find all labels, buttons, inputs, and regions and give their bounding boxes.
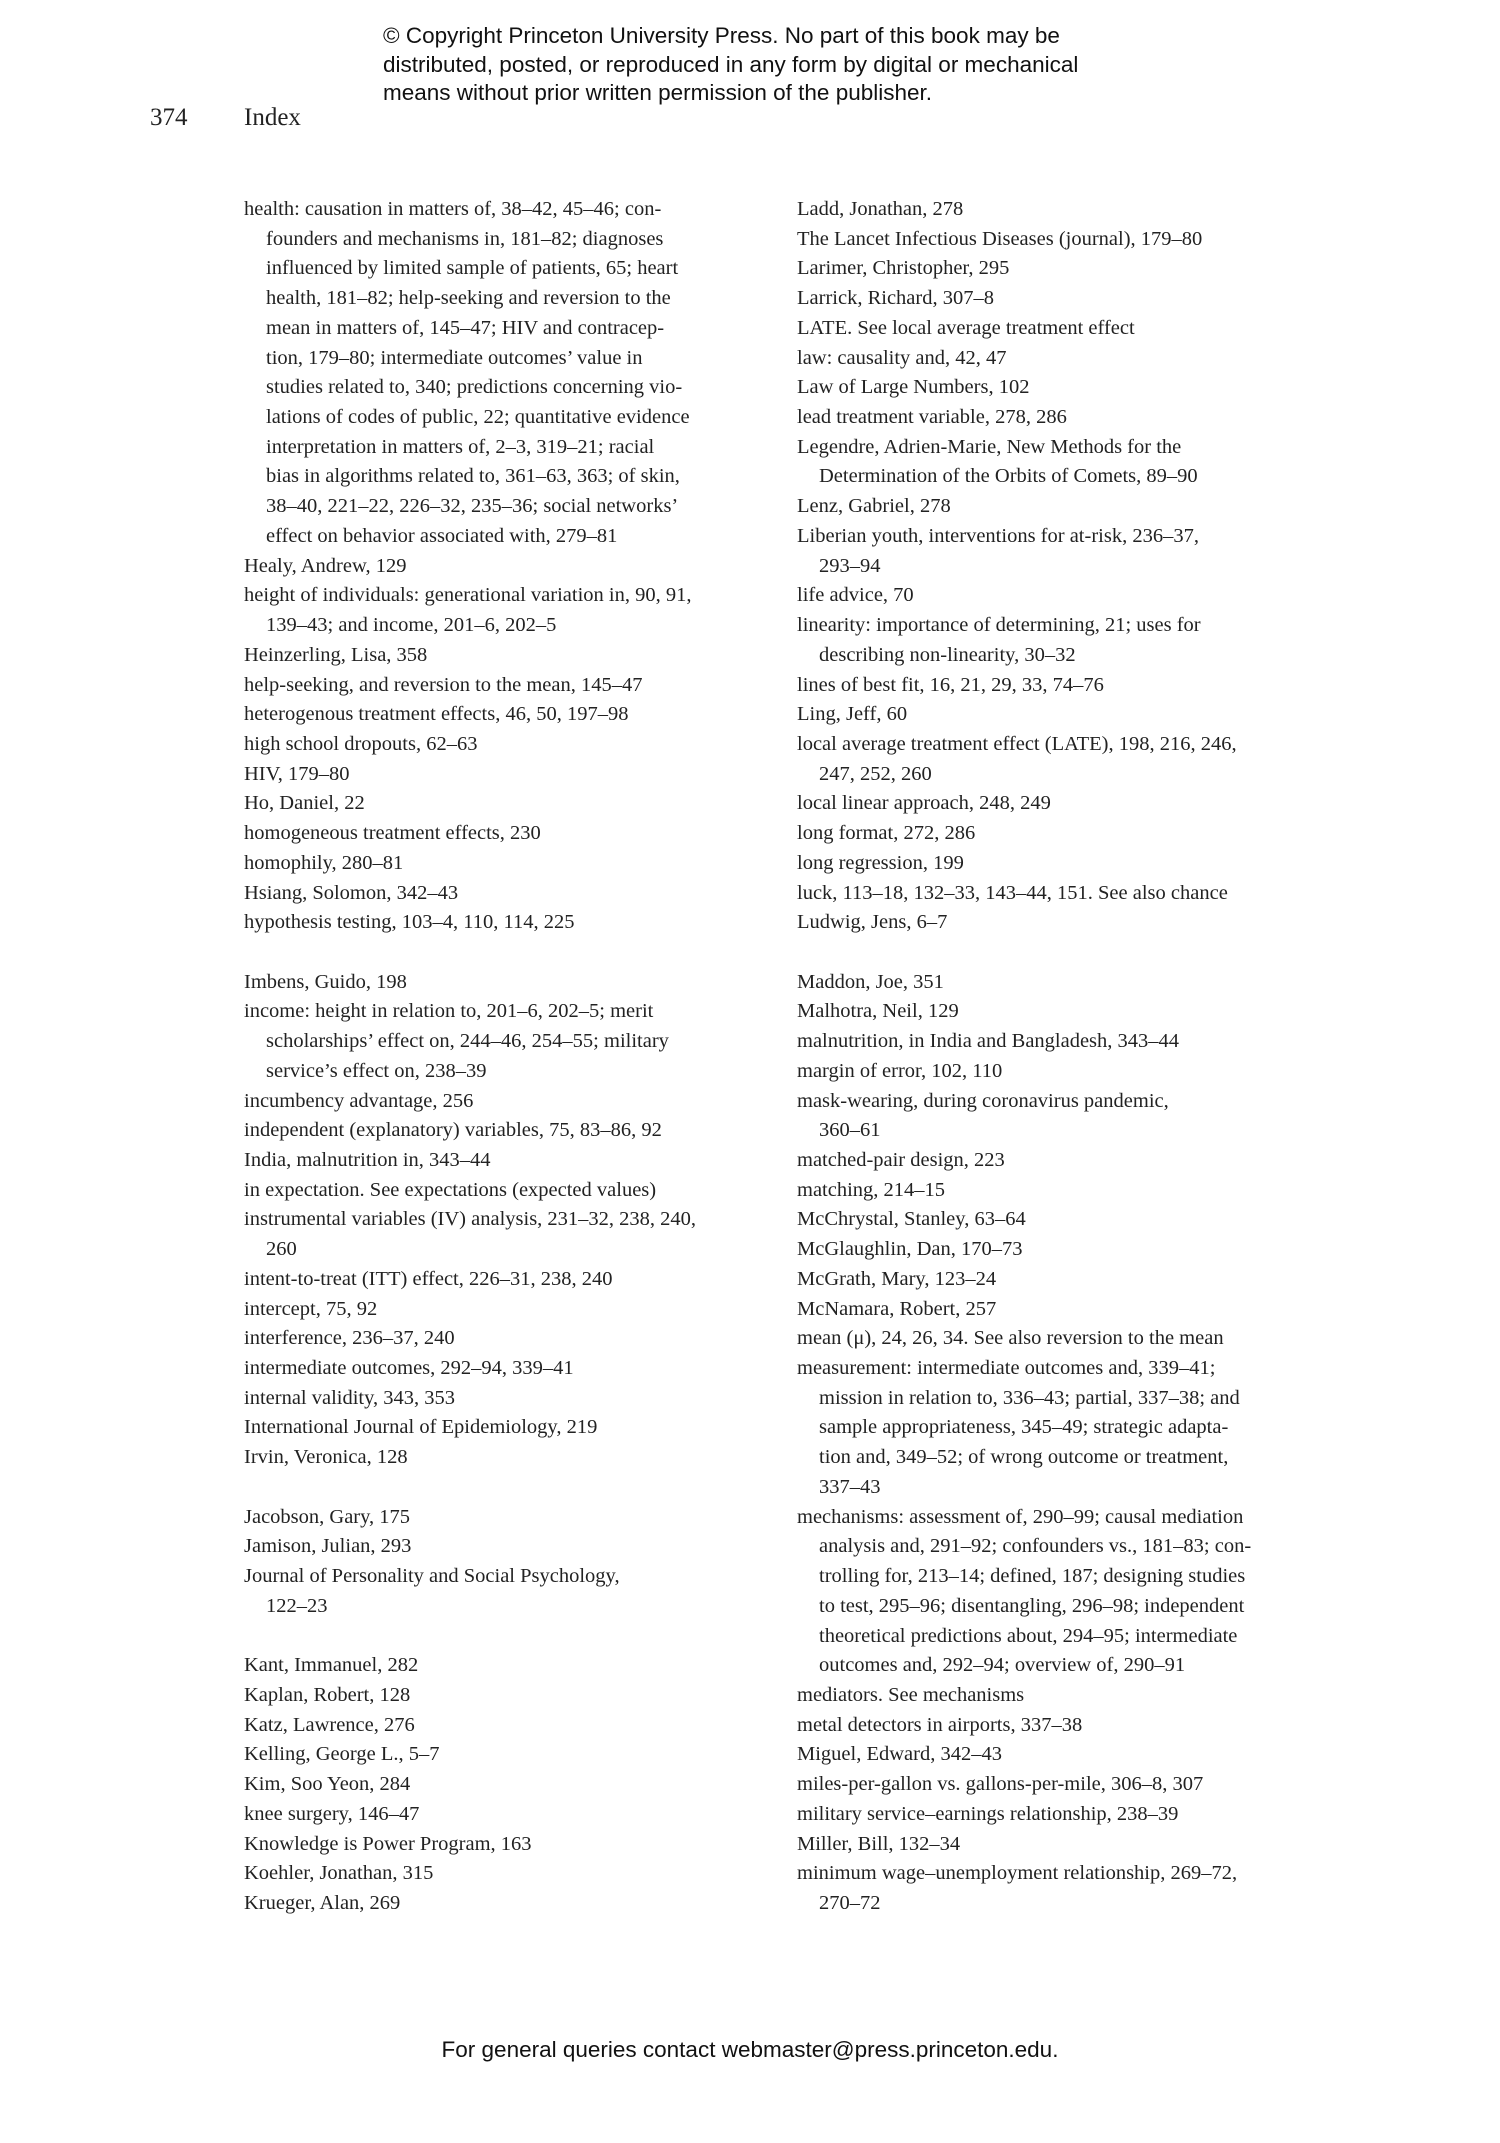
index-entry bbox=[244, 1532, 764, 1562]
index-entry bbox=[797, 908, 1317, 938]
index-entry bbox=[797, 968, 1317, 998]
index-entry-line: law: causality and, 42, 47 bbox=[797, 346, 1007, 369]
index-entry-line: mean in matters of, 145–47; HIV and contracep- bbox=[266, 316, 665, 339]
index-entry-line: HIV, 179–80 bbox=[244, 762, 350, 785]
index-entry-line: 260 bbox=[266, 1238, 297, 1261]
index-entry-line: Lenz, Gabriel, 278 bbox=[797, 495, 951, 518]
index-entry-line: LATE. See local average treatment effect bbox=[797, 316, 1135, 339]
index-entry-line: mission in relation to, 336–43; partial, 337–38; and bbox=[819, 1386, 1240, 1409]
index-entry bbox=[244, 1265, 764, 1295]
index-entry-line: tion, 179–80; intermediate outcomes’ value in bbox=[266, 346, 643, 369]
index-entry-line: McGlaughlin, Dan, 170–73 bbox=[797, 1238, 1023, 1261]
index-entry-line: intercept, 75, 92 bbox=[244, 1297, 378, 1320]
index-entry-line: Irvin, Veronica, 128 bbox=[244, 1446, 408, 1469]
index-entry bbox=[797, 730, 1317, 789]
index-entry-line: 337–43 bbox=[819, 1475, 881, 1498]
index-entry-line: 122–23 bbox=[266, 1594, 328, 1617]
page-number: 374 bbox=[150, 104, 188, 131]
index-entry bbox=[797, 225, 1317, 255]
index-entry bbox=[797, 1265, 1317, 1295]
index-entry-line: India, malnutrition in, 343–44 bbox=[244, 1149, 491, 1171]
index-entry bbox=[244, 700, 764, 730]
copyright-line: means without prior written permission of the publisher. bbox=[383, 80, 933, 105]
index-entry-line: Katz, Lawrence, 276 bbox=[244, 1713, 415, 1736]
index-entry-line: linearity: importance of determining, 21; uses for bbox=[797, 614, 1201, 637]
index-entry-line: intent-to-treat (ITT) effect, 226–31, 238, 240 bbox=[244, 1267, 613, 1290]
index-entry-line: matched-pair design, 223 bbox=[797, 1149, 1005, 1171]
index-entry-line: analysis and, 291–92; confounders vs., 181–83; con- bbox=[819, 1535, 1252, 1558]
index-entry bbox=[797, 819, 1317, 849]
index-entry-line: Heinzerling, Lisa, 358 bbox=[244, 643, 428, 666]
index-entry-line: internal validity, 343, 353 bbox=[244, 1386, 456, 1409]
index-entry bbox=[797, 789, 1317, 819]
index-entry-line: lines of best fit, 16, 21, 29, 33, 74–76 bbox=[797, 673, 1104, 696]
letter-group-gap bbox=[797, 938, 1317, 968]
index-entry bbox=[797, 284, 1317, 314]
index-entry-line: miles-per-gallon vs. gallons-per-mile, 306–8, 307 bbox=[797, 1773, 1204, 1796]
index-entry bbox=[797, 522, 1317, 581]
index-entry-line: Healy, Andrew, 129 bbox=[244, 554, 407, 577]
index-entry bbox=[797, 403, 1317, 433]
index-entry-line: Kelling, George L., 5–7 bbox=[244, 1743, 440, 1766]
index-entry bbox=[797, 1354, 1317, 1503]
index-entry-line: in expectation. See expectations (expected values) bbox=[244, 1178, 657, 1201]
index-entry-line: long regression, 199 bbox=[797, 851, 964, 874]
index-entry-line: describing non-linearity, 30–32 bbox=[819, 643, 1076, 666]
index-entry bbox=[244, 641, 764, 671]
index-entry-line: luck, 113–18, 132–33, 143–44, 151. See also chance bbox=[797, 881, 1228, 904]
index-entry bbox=[797, 314, 1317, 344]
index-entry bbox=[244, 1087, 764, 1117]
index-entry-line: matching, 214–15 bbox=[797, 1178, 946, 1201]
index-entry bbox=[244, 1740, 764, 1770]
index-entry-line: scholarships’ effect on, 244–46, 254–55; military bbox=[266, 1030, 669, 1053]
index-entry bbox=[244, 1116, 764, 1146]
index-entry bbox=[797, 1295, 1317, 1325]
index-entry bbox=[244, 1889, 764, 1919]
index-entry-line: mediators. See mechanisms bbox=[797, 1683, 1025, 1706]
index-entry-line: minimum wage–unemployment relationship, 269–72, bbox=[797, 1862, 1238, 1885]
index-entry-line: metal detectors in airports, 337–38 bbox=[797, 1713, 1083, 1736]
index-entry-line: International Journal of Epidemiology, 219 bbox=[244, 1416, 598, 1439]
index-entry bbox=[244, 1562, 764, 1621]
index-entry bbox=[244, 908, 764, 938]
index-entry-line: heterogenous treatment effects, 46, 50, 197–98 bbox=[244, 703, 629, 726]
index-entry-line: Legendre, Adrien-Marie, New Methods for the bbox=[797, 435, 1182, 458]
index-entry-line: Law of Large Numbers, 102 bbox=[797, 376, 1030, 399]
index-entry-line: service’s effect on, 238–39 bbox=[266, 1059, 487, 1082]
index-entry bbox=[244, 1176, 764, 1206]
index-entry-line: mechanisms: assessment of, 290–99; causal mediation bbox=[797, 1505, 1244, 1528]
index-entry bbox=[797, 1711, 1317, 1741]
index-entry-line: The Lancet Infectious Diseases (journal), 179–80 bbox=[797, 227, 1203, 250]
copyright-line: © Copyright Princeton University Press. No part of this book may be bbox=[383, 23, 1060, 48]
index-entry-line: interpretation in matters of, 2–3, 319–21; racial bbox=[266, 435, 655, 458]
index-entry bbox=[244, 1830, 764, 1860]
copyright-line: distributed, posted, or reproduced in any form by digital or mechanical bbox=[383, 51, 1079, 77]
index-entry bbox=[244, 730, 764, 760]
index-entry bbox=[244, 1146, 764, 1176]
index-entry-line: help-seeking, and reversion to the mean, 145–47 bbox=[244, 673, 643, 696]
index-entry-line: outcomes and, 292–94; overview of, 290–91 bbox=[819, 1654, 1186, 1677]
index-entry bbox=[244, 1205, 764, 1264]
index-entry-line: Ho, Daniel, 22 bbox=[244, 792, 365, 815]
index-entry bbox=[244, 1354, 764, 1384]
index-entry bbox=[244, 1413, 764, 1443]
index-entry-line: homophily, 280–81 bbox=[244, 851, 404, 874]
index-entry bbox=[244, 879, 764, 909]
index-entry-line: lead treatment variable, 278, 286 bbox=[797, 406, 1067, 429]
index-entry-line: studies related to, 340; predictions concerning vio- bbox=[266, 376, 683, 399]
index-entry bbox=[797, 671, 1317, 701]
letter-group-gap bbox=[244, 1622, 764, 1652]
index-entry-line: 293–94 bbox=[819, 554, 881, 577]
index-entry bbox=[797, 1205, 1317, 1235]
index-entry bbox=[244, 552, 764, 582]
index-entry-line: Miller, Bill, 132–34 bbox=[797, 1832, 961, 1855]
index-entry-line: Malhotra, Neil, 129 bbox=[797, 1000, 959, 1023]
index-entry-line: Hsiang, Solomon, 342–43 bbox=[244, 881, 459, 904]
index-entry bbox=[797, 373, 1317, 403]
index-entry bbox=[244, 997, 764, 1086]
index-entry bbox=[797, 1740, 1317, 1770]
index-entry bbox=[797, 1146, 1317, 1176]
index-entry bbox=[797, 1087, 1317, 1146]
index-entry-line: high school dropouts, 62–63 bbox=[244, 732, 478, 755]
index-entry-line: Jamison, Julian, 293 bbox=[244, 1535, 412, 1558]
index-entry bbox=[244, 1770, 764, 1800]
index-entry bbox=[797, 1503, 1317, 1681]
index-entry-line: life advice, 70 bbox=[797, 584, 914, 607]
index-entry bbox=[244, 1681, 764, 1711]
letter-group-gap bbox=[244, 938, 764, 968]
index-entry-line: theoretical predictions about, 294–95; intermediate bbox=[819, 1624, 1238, 1647]
index-entry bbox=[797, 1681, 1317, 1711]
index-entry bbox=[797, 1859, 1317, 1918]
index-entry bbox=[797, 195, 1317, 225]
index-entry bbox=[797, 344, 1317, 374]
index-entry bbox=[244, 819, 764, 849]
index-entry bbox=[244, 1859, 764, 1889]
index-entry-line: Jacobson, Gary, 175 bbox=[244, 1505, 411, 1528]
index-entry-line: local average treatment effect (LATE), 198, 216, 246, bbox=[797, 732, 1237, 755]
index-entry-line: interference, 236–37, 240 bbox=[244, 1327, 455, 1350]
index-entry-line: intermediate outcomes, 292–94, 339–41 bbox=[244, 1357, 574, 1380]
index-entry-line: 38–40, 221–22, 226–32, 235–36; social networks’ bbox=[266, 495, 679, 518]
index-entry-line: McNamara, Robert, 257 bbox=[797, 1297, 997, 1320]
index-entry-line: long format, 272, 286 bbox=[797, 822, 976, 845]
index-entry-line: Imbens, Guido, 198 bbox=[244, 970, 407, 993]
index-entry bbox=[244, 968, 764, 998]
index-entry-line: tion and, 349–52; of wrong outcome or treatment, bbox=[819, 1446, 1229, 1469]
index-entry bbox=[244, 1651, 764, 1681]
index-entry-line: Determination of the Orbits of Comets, 89–90 bbox=[819, 465, 1198, 488]
index-entry-line: margin of error, 102, 110 bbox=[797, 1059, 1003, 1082]
index-entry bbox=[797, 433, 1317, 492]
index-entry-line: health: causation in matters of, 38–42, 45–46; con- bbox=[244, 198, 662, 220]
index-entry-line: Ling, Jeff, 60 bbox=[797, 703, 908, 726]
index-entry bbox=[797, 1027, 1317, 1057]
index-entry bbox=[797, 700, 1317, 730]
index-entry bbox=[244, 1384, 764, 1414]
index-entry bbox=[797, 254, 1317, 284]
index-entry bbox=[244, 195, 764, 552]
index-entry-line: influenced by limited sample of patients, 65; heart bbox=[266, 257, 679, 280]
index-entry-line: height of individuals: generational variation in, 90, 91, bbox=[244, 584, 692, 607]
index-entry bbox=[244, 581, 764, 640]
index-entry bbox=[244, 789, 764, 819]
index-entry-line: Larrick, Richard, 307–8 bbox=[797, 287, 994, 310]
index-entry-line: instrumental variables (IV) analysis, 231–32, 238, 240, bbox=[244, 1208, 697, 1231]
index-entry-line: Kaplan, Robert, 128 bbox=[244, 1683, 411, 1706]
copyright-notice bbox=[383, 22, 1143, 108]
index-entry-line: knee surgery, 146–47 bbox=[244, 1802, 420, 1825]
index-entry-line: 270–72 bbox=[819, 1891, 881, 1914]
index-entry-line: Liberian youth, interventions for at-risk, 236–37, bbox=[797, 524, 1199, 547]
index-entry-line: local linear approach, 248, 249 bbox=[797, 792, 1051, 815]
index-entry bbox=[244, 1295, 764, 1325]
index-entry-line: Kant, Immanuel, 282 bbox=[244, 1654, 419, 1677]
index-entry-line: military service–earnings relationship, 238–39 bbox=[797, 1802, 1179, 1825]
index-entry-line: lations of codes of public, 22; quantitative evidence bbox=[266, 406, 690, 429]
index-entry bbox=[797, 1770, 1317, 1800]
index-entry bbox=[244, 1800, 764, 1830]
index-entry-line: Knowledge is Power Program, 163 bbox=[244, 1832, 532, 1855]
index-entry bbox=[244, 1711, 764, 1741]
index-entry-line: Koehler, Jonathan, 315 bbox=[244, 1862, 434, 1885]
index-entry-line: 139–43; and income, 201–6, 202–5 bbox=[266, 614, 557, 637]
index-entry-line: independent (explanatory) variables, 75, 83–86, 92 bbox=[244, 1119, 662, 1142]
index-entry-line: Journal of Personality and Social Psychology, bbox=[244, 1565, 620, 1588]
index-entry-line: Kim, Soo Yeon, 284 bbox=[244, 1773, 411, 1796]
index-entry bbox=[797, 581, 1317, 611]
running-head: Index bbox=[244, 104, 301, 131]
index-entry-line: trolling for, 213–14; defined, 187; designing studies bbox=[819, 1565, 1246, 1588]
letter-group-gap bbox=[244, 1473, 764, 1503]
index-entry bbox=[797, 1800, 1317, 1830]
index-entry bbox=[797, 849, 1317, 879]
index-entry-line: measurement: intermediate outcomes and, 339–41; bbox=[797, 1357, 1216, 1380]
index-entry-line: Krueger, Alan, 269 bbox=[244, 1891, 401, 1914]
index-entry-line: effect on behavior associated with, 279–81 bbox=[266, 524, 618, 547]
index-entry-line: hypothesis testing, 103–4, 110, 114, 225 bbox=[244, 911, 575, 934]
index-entry bbox=[797, 1235, 1317, 1265]
index-entry-line: founders and mechanisms in, 181–82; diagnoses bbox=[266, 227, 664, 250]
index-entry-line: bias in algorithms related to, 361–63, 363; of skin, bbox=[266, 465, 680, 488]
index-entry bbox=[244, 760, 764, 790]
index-entry-line: Ladd, Jonathan, 278 bbox=[797, 198, 964, 220]
index-entry bbox=[797, 1176, 1317, 1206]
index-entry-line: 247, 252, 260 bbox=[819, 762, 932, 785]
index-entry-line: Ludwig, Jens, 6–7 bbox=[797, 911, 948, 934]
index-entry bbox=[797, 1057, 1317, 1087]
index-entry-line: 360–61 bbox=[819, 1119, 881, 1142]
index-entry bbox=[797, 492, 1317, 522]
index-entry bbox=[797, 997, 1317, 1027]
index-entry-line: McChrystal, Stanley, 63–64 bbox=[797, 1208, 1026, 1231]
index-entry-line: Larimer, Christopher, 295 bbox=[797, 257, 1010, 280]
index-entry-line: mean (μ), 24, 26, 34. See also reversion to the mean bbox=[797, 1327, 1224, 1350]
index-column-right bbox=[797, 195, 1317, 1919]
index-column-left bbox=[244, 195, 764, 1919]
index-entry-line: Maddon, Joe, 351 bbox=[797, 970, 944, 993]
index-entry bbox=[244, 671, 764, 701]
index-entry-line: health, 181–82; help-seeking and reversion to the bbox=[266, 287, 671, 310]
index-entry-line: to test, 295–96; disentangling, 296–98; independent bbox=[819, 1594, 1245, 1617]
index-entry-line: sample appropriateness, 345–49; strategic adapta- bbox=[819, 1416, 1229, 1439]
index-entry-line: McGrath, Mary, 123–24 bbox=[797, 1267, 997, 1290]
index-entry bbox=[244, 1324, 764, 1354]
index-entry-line: homogeneous treatment effects, 230 bbox=[244, 822, 541, 845]
index-entry-line: Miguel, Edward, 342–43 bbox=[797, 1743, 1002, 1766]
index-entry bbox=[797, 1830, 1317, 1860]
index-entry-line: malnutrition, in India and Bangladesh, 343–44 bbox=[797, 1030, 1180, 1053]
index-entry-line: incumbency advantage, 256 bbox=[244, 1089, 474, 1112]
footer-contact: For general queries contact webmaster@press.princeton.edu. bbox=[441, 2037, 1059, 2062]
index-entry bbox=[797, 1324, 1317, 1354]
index-entry-line: income: height in relation to, 201–6, 202–5; merit bbox=[244, 1000, 654, 1023]
index-entry bbox=[244, 1443, 764, 1473]
index-entry bbox=[797, 879, 1317, 909]
index-entry bbox=[244, 1503, 764, 1533]
index-entry-line: mask-wearing, during coronavirus pandemic, bbox=[797, 1089, 1169, 1112]
index-entry bbox=[797, 611, 1317, 670]
index-entry bbox=[244, 849, 764, 879]
